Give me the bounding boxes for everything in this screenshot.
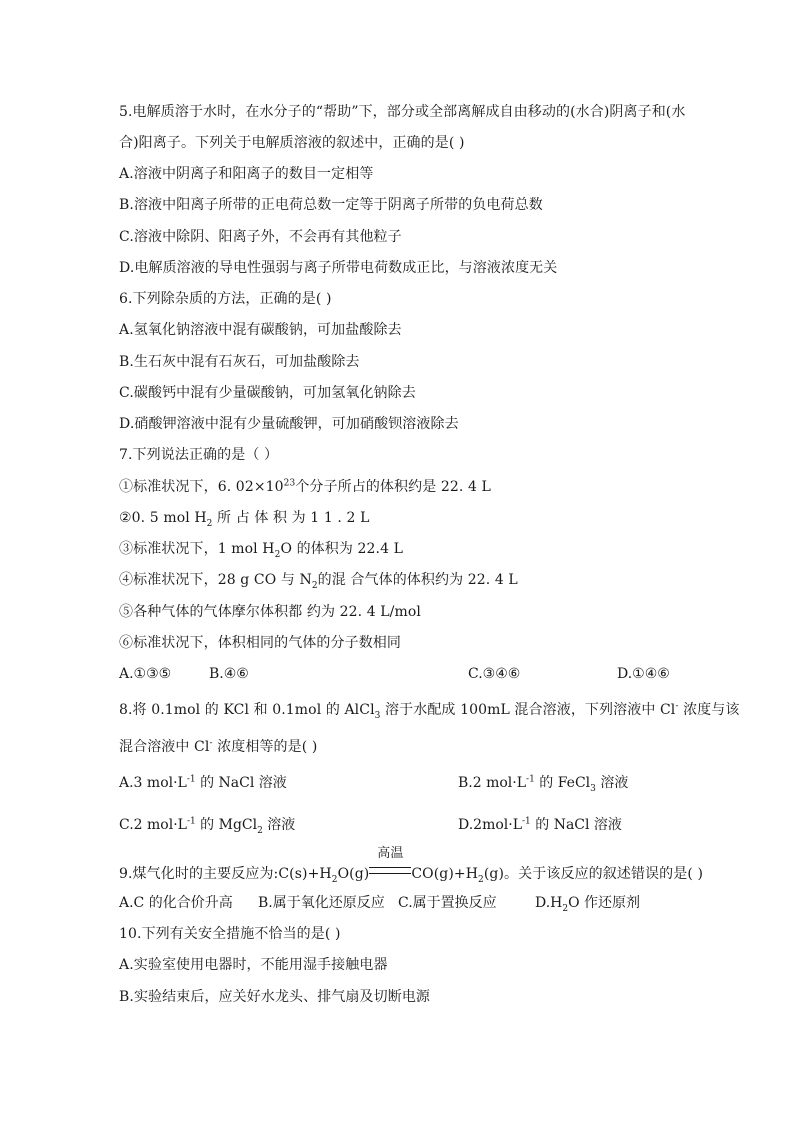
q8-option-a: A.3 $mol\cdot L^{-1}$ 的 NaCl 溶液 (119, 774, 287, 791)
q8-option-b: B.2 $mol\cdot L^{-1}$ 的 FeCl$_3$ 溶液 (458, 774, 629, 794)
q5-option-c: C.溶液中除阴、阳离子外，不会再有其他粒子 (119, 229, 402, 245)
q10-option-b: B.实验结束后，应关好水龙头、排气扇及切断电源 (119, 989, 431, 1005)
q5-stem-line2: 合)阳离子。下列关于电解质溶液的叙述中，正确的是( ) (119, 135, 465, 151)
q10-option-a: A.实验室使用电器时，不能用湿手接触电器 (119, 957, 388, 973)
q6-option-b: B.生石灰中混有石灰石，可加盐酸除去 (119, 354, 360, 370)
q7-statement-5: ⑤各种气体的气体摩尔体积都 约为 22. 4 L/mol (119, 604, 421, 620)
double-line-equals-icon (369, 867, 411, 874)
q9-stem: 9.煤气化时的主要反应为$:C(s)+H_2O(g)$ 高温 $CO(g)+H_2(g)$。关于该反应的叙述错误的是( ) (119, 846, 704, 885)
q9-option-a: A.C 的化合价升高 (119, 895, 233, 911)
reaction-condition-arrow (369, 846, 411, 884)
q5-stem-line1: 5.电解质溶于水时，在水分子的“帮助”下，部分或全部离解成自由移动的(水合)阴离子和(水 (119, 104, 686, 120)
q8-option-d: $D.2mol\cdot L^{-1}$ 的 NaCl 溶液 (458, 816, 622, 833)
q8-option-c: C.2 $mol\cdot L^{-1}$ 的 MgCl$_2$ 溶液 (119, 816, 296, 836)
q9-option-b: B.属于氧化还原反应 (258, 895, 385, 911)
q6-option-c: C.碳酸钙中混有少量碳酸钠，可加氢氧化钠除去 (119, 385, 416, 401)
q7-option-d: D.①④⑥ (617, 666, 670, 682)
q7-stem: 7.下列说法正确的是（ ） (119, 447, 279, 463)
q7-statement-2: ②0. 5 mol $H_2$ 所 占 体 积 为 1 1 . 2 L (119, 510, 370, 529)
q7-option-b: B.④⑥ (209, 666, 249, 682)
q7-statement-6: ⑥标准状况下，体积相同的气体的分子数相同 (119, 635, 401, 651)
q7-statement-1: ①标准状况下，6. $02\times 10^{23}$个分子所占的体积约是 22. 4 L (119, 478, 491, 495)
q5-option-d: D.电解质溶液的导电性强弱与离子所带电荷数成正比，与溶液浓度无关 (119, 260, 558, 276)
q10-stem: 10.下列有关安全措施不恰当的是( ) (119, 926, 341, 942)
q6-stem: 6.下列除杂质的方法，正确的是( ) (119, 291, 332, 307)
q7-statement-4: ④标准状况下，28 g CO 与 $N_2$的混 合气体的体积约为 22. 4 L (119, 572, 518, 591)
q7-statement-3: ③标准状况下，1 mol $H_2O$ 的体积为 22.4 L (119, 541, 404, 560)
q9-option-d: $D.H_2O$ 作还原剂 (535, 895, 641, 914)
q8-stem-line1: 8.将 0.1mol 的 KCl 和 0.1mol 的 AlCl$_3$ 溶于水配成 100mL 混合溶液，下列溶液中 Cl- 浓度与该 (119, 701, 740, 721)
q8-stem-line2: 混合溶液中 Cl- 浓度相等的是( ) (119, 738, 318, 755)
q7-option-c: C.③④⑥ (468, 666, 521, 682)
q5-option-b: B.溶液中阳离子所带的正电荷总数一定等于阴离子所带的负电荷总数 (119, 197, 543, 213)
q7-option-a: A.①③⑤ (119, 666, 172, 682)
q6-option-a: A.氢氧化钠溶液中混有碳酸钠，可加盐酸除去 (119, 322, 402, 338)
q6-option-d: D.硝酸钾溶液中混有少量硫酸钾，可加硝酸钡溶液除去 (119, 416, 459, 432)
reaction-condition-label: 高温 (377, 846, 404, 861)
q5-option-a: A.溶液中阴离子和阳离子的数目一定相等 (119, 166, 374, 182)
q9-option-c: C.属于置换反应 (398, 895, 497, 911)
